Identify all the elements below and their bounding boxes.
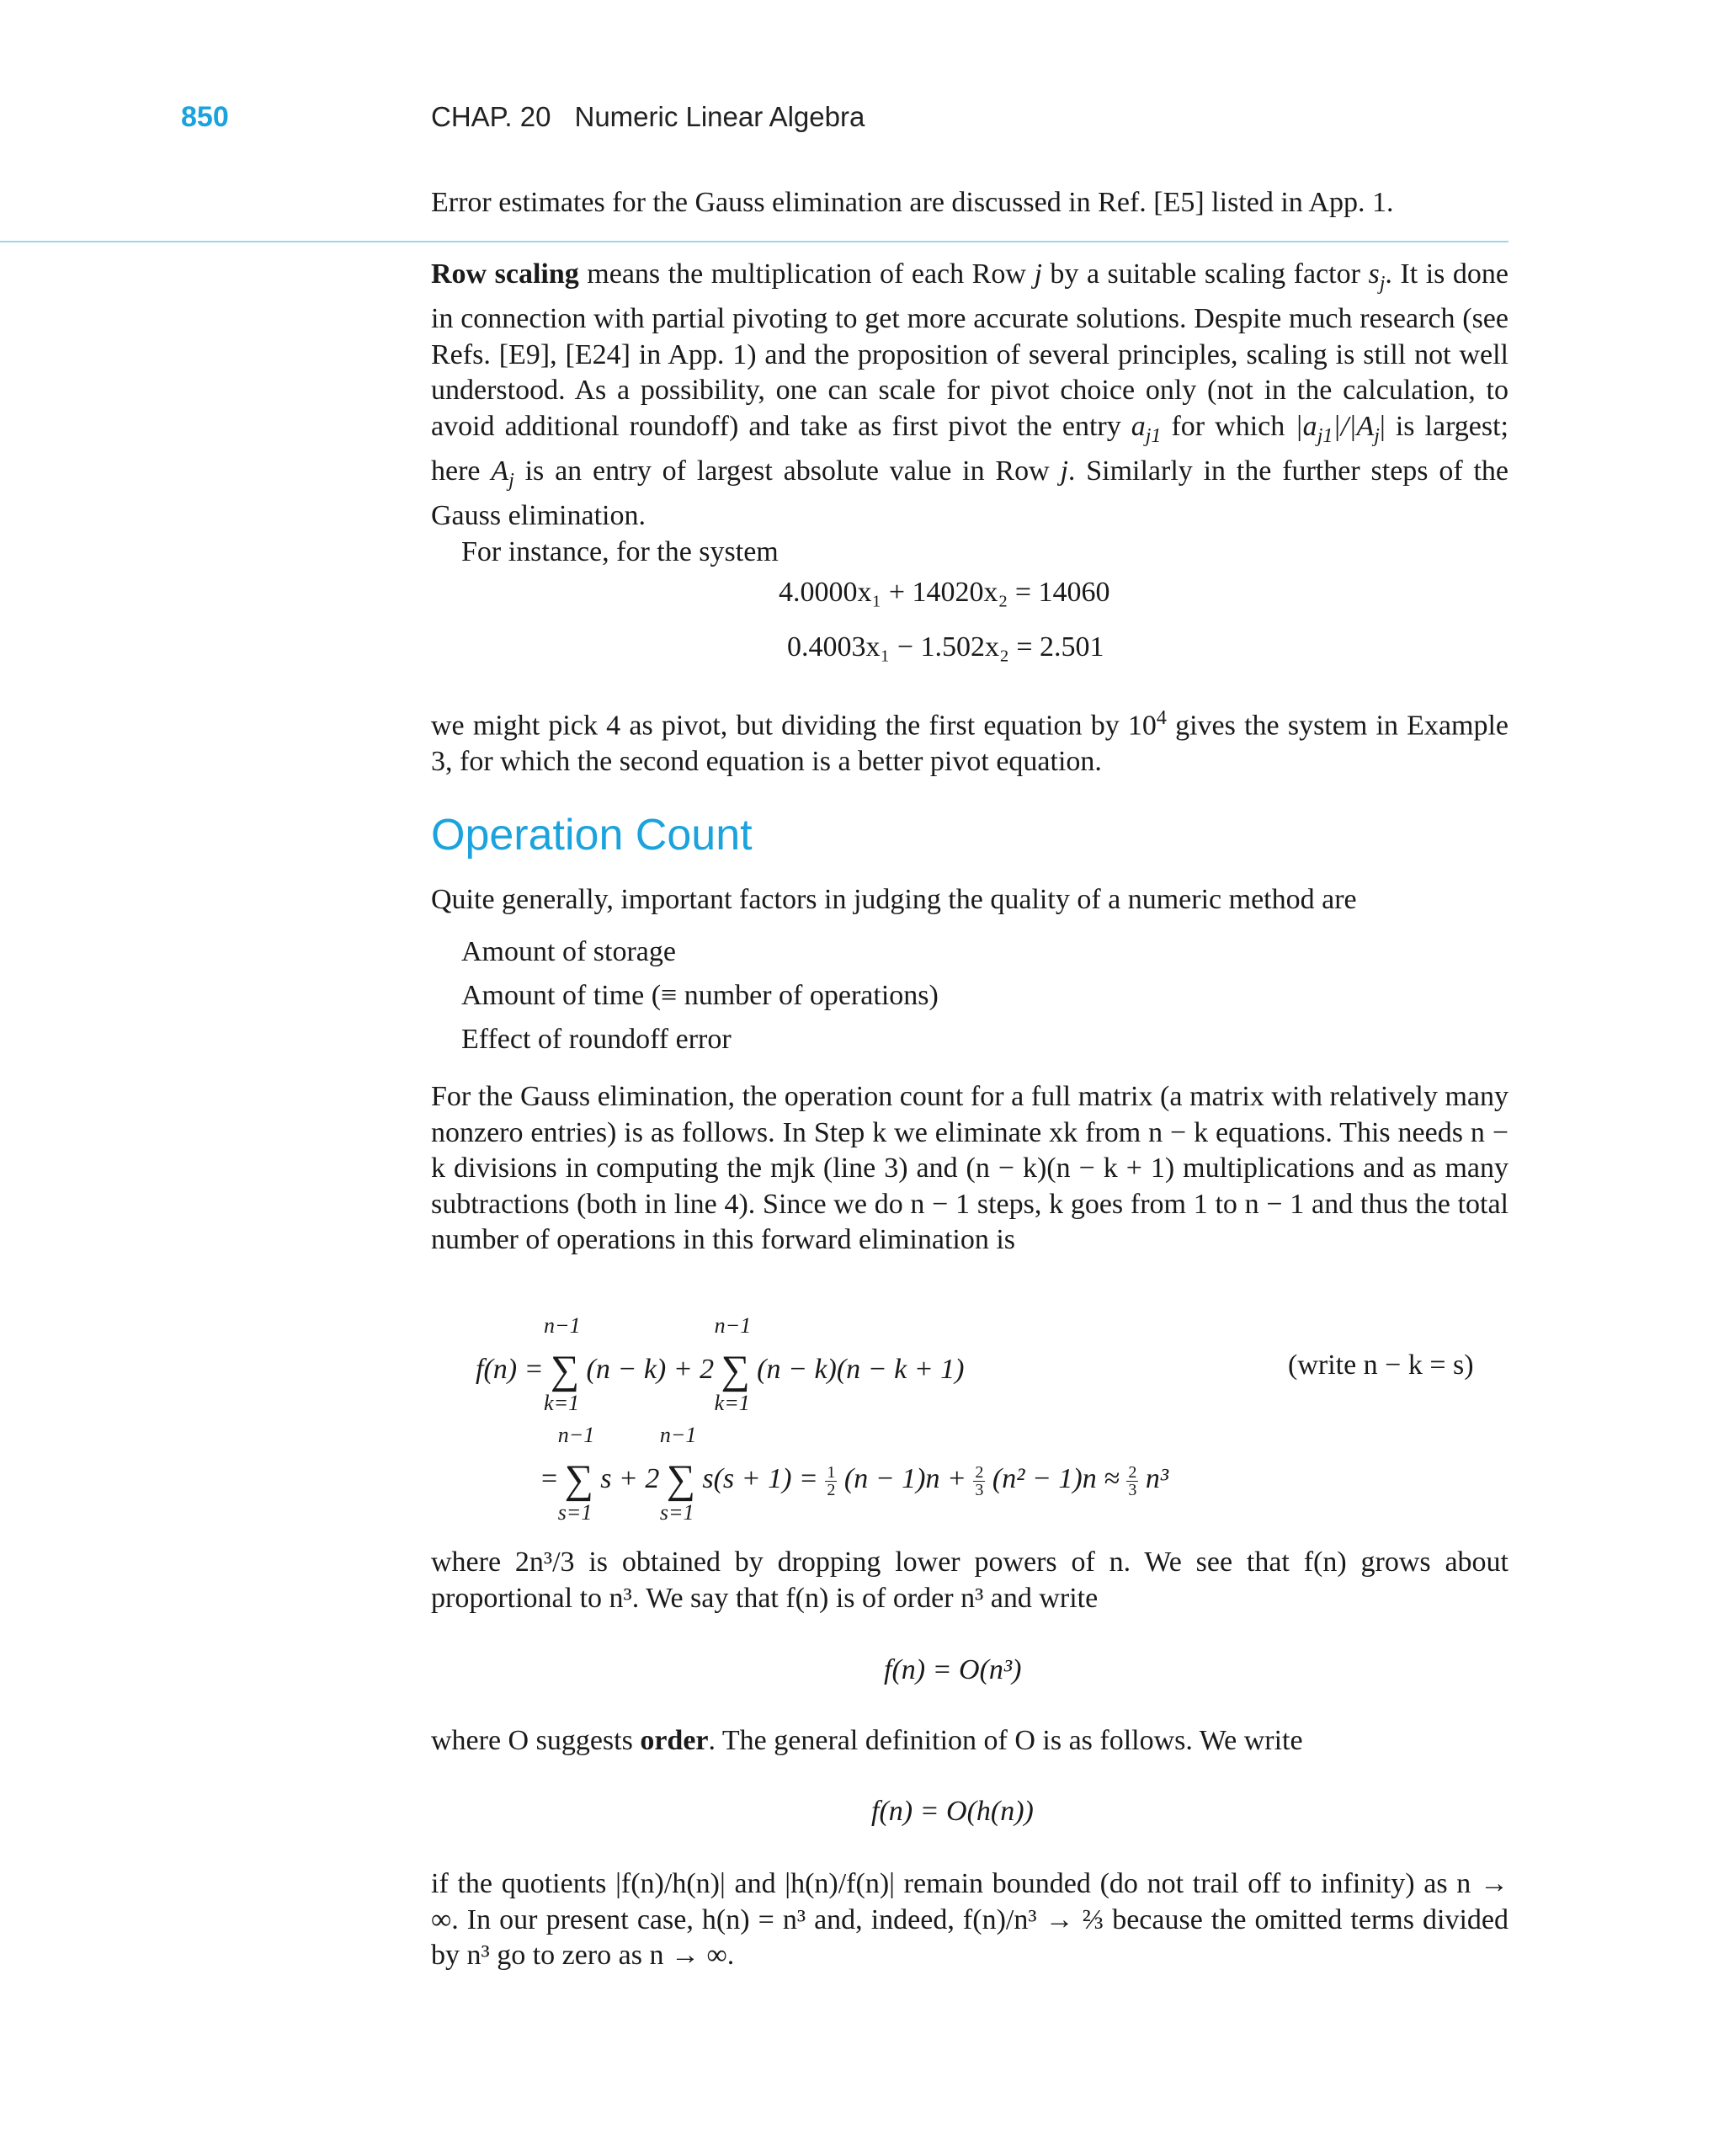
chapter-number: CHAP. 20: [431, 101, 551, 132]
sum-symbol: ∑ n−1 s=1: [659, 1423, 697, 1525]
paragraph-error: Error estimates for the Gauss elimination are discussed in Ref. [E5] listed in App. 1.: [431, 187, 1394, 218]
formula-line-2: = ∑ n−1 s=1 s + 2 ∑ n−1 s=1 s(s + 1) = $\frac{1}{2}$ (n − 1)n + $\frac{2}{3}$ (n² − 1)n ≈ $\frac{2}{3}$ n³: [541, 1423, 1169, 1525]
equation-order: f(n) = O(n³): [884, 1654, 1022, 1685]
chapter-header: [431, 101, 865, 133]
chapter-title: Numeric Linear Algebra: [574, 101, 865, 132]
formula-line-1: f(n) = ∑ n−1 k=1 (n − k) + 2 ∑ n−1 k=1 (n − k)(n − k + 1): [476, 1313, 965, 1415]
paragraph-gauss: For the Gauss elimination, the operation count for a full matrix (a matrix with relatively many nonzero entries) is as follows. In Step k we eliminate xk from n − k equations. This needs n − k divisions in computing the mjk (line 3) and (n − k)(n − k + 1) multiplications and as many subtractions (both in line 4). Since we do n − 1 steps, k goes from 1 to n − 1 and thus the total number of operations in this forward elimination is: [431, 1081, 1508, 1255]
factor-storage: Amount of storage: [461, 936, 676, 967]
paragraph-if: if the quotients |f(n)/h(n)| and |h(n)/f(n)| remain bounded (do not trail off to infinity) as n → ∞. In our present case, h(n) = n³ and, indeed, f(n)/n³ → ⅔ because the omitted terms divided by n³ go to zero as n → ∞.: [431, 1868, 1508, 1971]
fraction-two-thirds: $\frac{2}{3}$: [1128, 1462, 1137, 1499]
header-rule: [0, 241, 1508, 242]
sum-symbol: ∑ n−1 k=1: [714, 1313, 752, 1415]
fraction-half: $\frac{1}{2}$: [827, 1462, 836, 1499]
system-eq-2: 0.4003x₁ − 1.502x₂ = 2.501: [787, 631, 1104, 663]
paragraph-pick: we might pick 4 as pivot, but dividing the first equation by $10^4$ gives the system in Example 3, for which the second equation is a better pivot equation.: [431, 707, 1508, 777]
sum-symbol: ∑ n−1 k=1: [544, 1313, 581, 1415]
equation-general: f(n) = O(h(n)): [871, 1796, 1034, 1827]
formula-note: (write n − k = s): [1288, 1349, 1474, 1381]
system-eq-1: 4.0000x₁ + 14020x₂ = 14060: [779, 577, 1110, 608]
paragraph-quite: Quite generally, important factors in judging the quality of a numeric method are: [431, 884, 1357, 915]
page-number: 850: [181, 101, 229, 133]
factor-time: Amount of time (≡ number of operations): [461, 980, 939, 1011]
for-instance: For instance, for the system: [461, 535, 779, 567]
running-header: [0, 101, 1724, 168]
fraction-two-thirds: $\frac{2}{3}$: [975, 1462, 984, 1499]
factor-roundoff: Effect of roundoff error: [461, 1024, 732, 1055]
paragraph-where-2: where O suggests order. The general definition of O is as follows. We write: [431, 1725, 1303, 1756]
paragraph-where-1: where 2n³/3 is obtained by dropping lower powers of n. We see that f(n) grows about proportional to n³. We say that f(n) is of order n³ and write: [431, 1546, 1508, 1614]
paragraph-row-scaling: Row scaling means the multiplication of each Row j by a suitable scaling factor $s_j$. It is done in connection with partial pivoting to get more accurate solutions. Despite much research (see Refs. [E9], [E24] in App. 1) and the proposition of several principles, scaling is still not well understood. As a possibility, one can scale for pivot choice only (not in the calculation, to avoid additional roundoff) and take as first pivot the entry $a_{j1}$ for which $|a_{j1}|/|A_j|$ is largest; here $A_j$ is an entry of largest absolute value in Row j. Similarly in the further steps of the Gauss elimination. For instance, for the system: [431, 257, 1508, 570]
sum-symbol: ∑ n−1 s=1: [557, 1423, 595, 1525]
section-title: Operation Count: [431, 811, 753, 860]
